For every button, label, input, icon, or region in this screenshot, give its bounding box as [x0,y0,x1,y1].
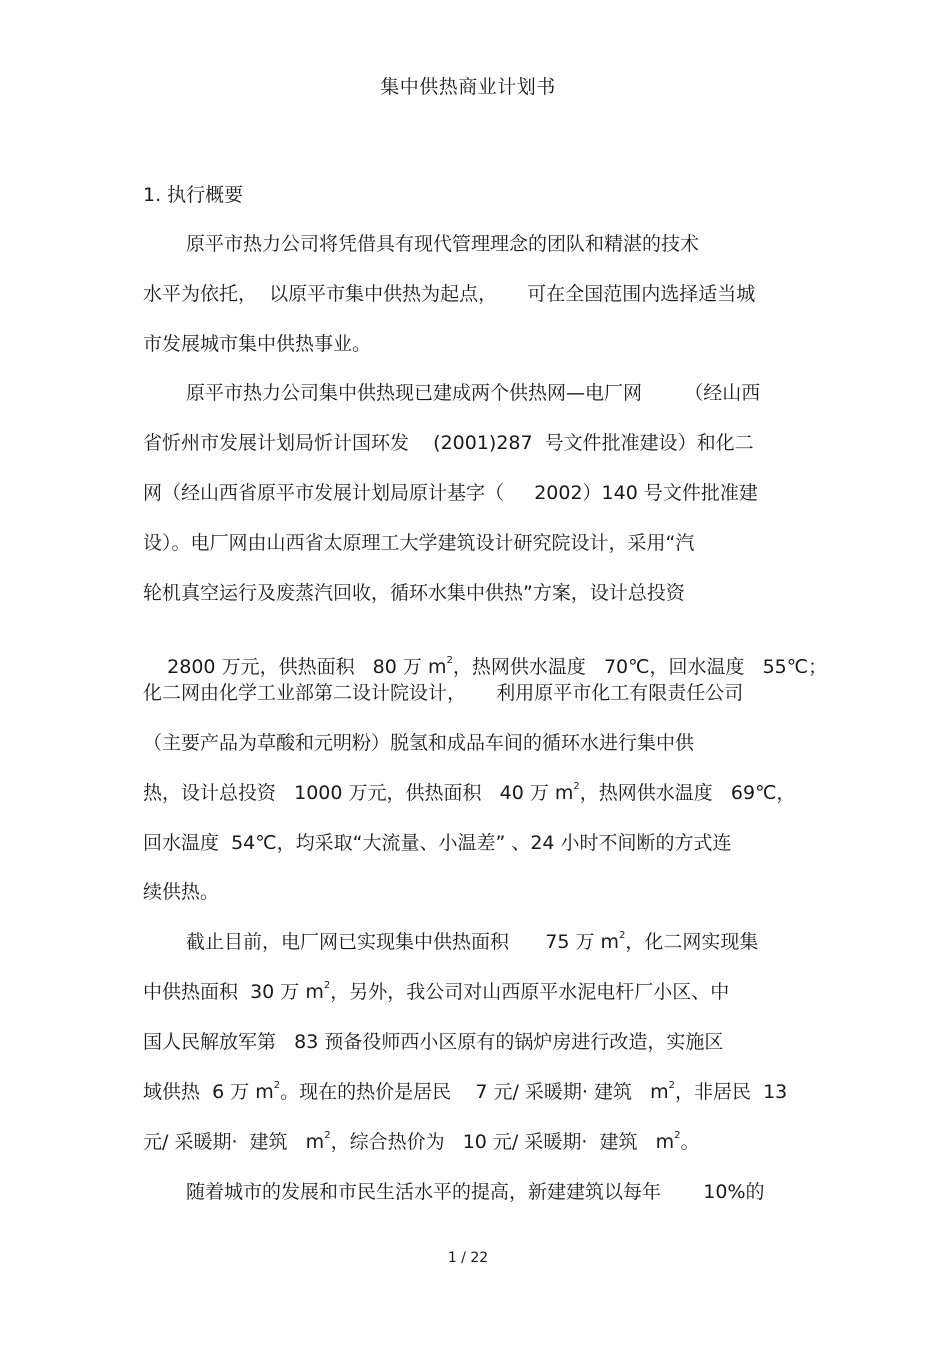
document-title: 集中供热商业计划书 [380,76,556,98]
superscript-two: 2 [573,781,580,792]
paragraph-line: 截止目前，电厂网已实现集中供热面积 75 万 $m^2$，化二网实现集 [186,930,759,953]
superscript-two: 2 [674,1130,681,1141]
paragraph-line: 省忻州市发展计划局忻计国环发 (2001)287 号文件批准建设）和化二 [143,432,754,454]
paragraph-line: 化二网由化学工业部第二设计院设计， 利用原平市化工有限责任公司 [143,682,744,704]
superscript-two: 2 [668,1080,675,1091]
paragraph-line: 原平市热力公司集中供热现已建成两个供热网—电厂网 （经山西 [186,382,761,404]
paragraph-line: 续供热。 [143,881,220,903]
line-text: 2800 万元，供热面积 80 万 $m^2$，热网供水温度 70℃，回水温度 55℃； [167,655,828,678]
paragraph-line: 水平为依托， 以原平市集中供热为起点， 可在全国范围内选择适当城 [143,283,756,305]
paragraph-line: 市发展城市集中供热事业。 [143,333,372,355]
paragraph-line: 随着城市的发展和市民生活水平的提高，新建建筑以每年 10%的 [186,1181,765,1203]
paragraph-line: 国人民解放军第 83 预备役师西小区原有的锅炉房进行改造，实施区 [143,1031,724,1053]
paragraph-line: 原平市热力公司将凭借具有现代管理理念的团队和精湛的技术 [186,233,700,255]
paragraph-line: 热，设计总投资 1000 万元，供热面积 40 万 $m^2$，热网供水温度 69℃， [143,781,796,804]
paragraph-line: （主要产品为草酸和元明粉）脱氢和成品车间的循环水进行集中供 [143,732,695,754]
superscript-two: 2 [273,1080,281,1091]
paragraph-line: 轮机真空运行及废蒸汽回收，循环水集中供热”方案，设计总投资 [143,582,685,604]
paragraph-line: 元/ 采暖期· 建筑 $m^2$，综合热价为 10 元/ 采暖期· 建筑 $m^2$。 [143,1130,700,1153]
paragraph-line: 回水温度 54℃，均采取“大流量、小温差” 、24 小时不间断的方式连 [143,832,732,854]
section-heading: 1. 执行概要 [143,184,244,206]
paragraph-line: 中供热面积 30 万 $m^2$，另外，我公司对山西原平水泥电杆厂小区、中 [143,980,730,1003]
superscript-two: 2 [324,1130,331,1141]
paragraph-line: 网（经山西省原平市发展计划局原计基字（ 2002）140 号文件批准建 [143,482,758,504]
paragraph-line: 设）。电厂网由山西省太原理工大学建筑设计研究院设计，采用“汽 [143,532,695,554]
superscript-two: 2 [446,655,453,666]
page-number: 1 / 22 [447,1250,489,1266]
superscript-two: 2 [619,930,626,941]
paragraph-line: 域供热 6 万 $m^2$。现在的热价是居民 7 元/ 采暖期· 建筑 $m^2$，非居民 13 [143,1080,788,1103]
superscript-two: 2 [323,980,331,991]
